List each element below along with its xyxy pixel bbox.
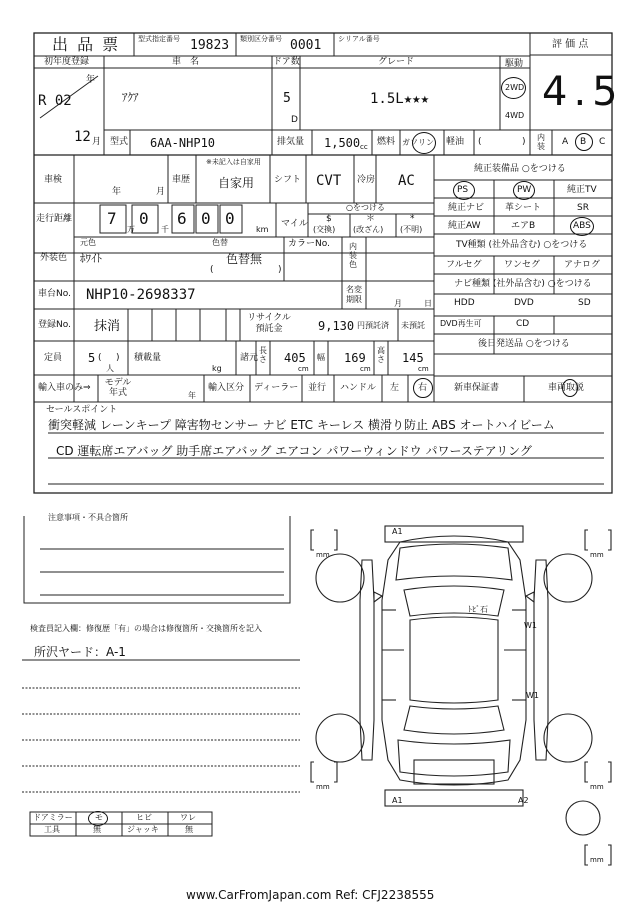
mileage-digit-3: 6 — [177, 209, 187, 228]
title-period-label: 名変期限 — [346, 285, 362, 304]
mileage-digit-5: 0 — [225, 209, 235, 228]
doors-type: D — [291, 115, 298, 125]
interior-b: B — [580, 137, 587, 147]
length-value: 405 — [284, 351, 306, 365]
fuel-label: 燃料 — [377, 137, 396, 147]
mark-hood: ﾄﾋﾞ石 — [468, 605, 488, 614]
shift-value: CVT — [316, 173, 342, 189]
mark-a1-top: A1 — [392, 527, 403, 536]
mile-label: マイル — [281, 219, 308, 229]
displacement-label: 排気量 — [277, 137, 305, 147]
mm-rear-left: mm — [316, 783, 330, 791]
mark-a2: A2 — [518, 796, 529, 805]
mark-a1-bottom: A1 — [392, 796, 403, 805]
opt-sr: SR — [577, 203, 589, 213]
capacity-paren: ( — [98, 353, 102, 363]
width-value: 169 — [344, 351, 366, 365]
recycle-value: 9,130 — [318, 319, 355, 333]
title-day-unit: 日 — [424, 299, 432, 308]
opt-pw: PW — [517, 185, 532, 195]
mm-rear-right: mm — [590, 783, 604, 791]
light-oil-paren-open: ( — [478, 137, 482, 147]
drive-2wd: 2WD — [505, 83, 525, 92]
navi-title: ナビ種類 (社外品含む) ○をつける — [454, 279, 592, 289]
history-value: 自家用 — [218, 176, 255, 190]
capacity-unit: 人 — [106, 364, 114, 373]
table-mirror-value: モ — [95, 813, 103, 822]
tv-title: TV種類 (社外品含む) ○をつける — [456, 240, 588, 250]
inspection-month-unit: 月 — [156, 187, 166, 197]
inspection-year-unit: 年 — [112, 187, 122, 197]
chassis-label: 車台No. — [38, 289, 71, 299]
unknown-mark: * — [410, 214, 415, 224]
first-reg-month: 12 — [74, 129, 91, 145]
footer-reference: www.CarFromJapan.com Ref: CFJ2238555 — [186, 888, 435, 902]
opt-ps-circle — [453, 181, 475, 200]
opt-abs-circle — [570, 217, 594, 236]
std-equip-title: 純正装備品 ○をつける — [474, 164, 566, 174]
history-label: 車歴 — [172, 175, 191, 185]
model-value: 6AA-NHP10 — [150, 136, 216, 150]
doors-label: ドア数 — [273, 57, 300, 67]
capacity-value: 5 — [88, 351, 96, 365]
table-break-label: ワレ — [180, 813, 196, 822]
fuel-circle — [412, 132, 436, 154]
capacity-paren-close: ) — [116, 353, 120, 363]
docs-manual-circle — [562, 379, 578, 397]
opt-leather: 革シート — [505, 203, 542, 213]
dollar-mark: $ — [326, 214, 332, 224]
table-tools-label: 工具 — [44, 825, 60, 834]
dvd-label: DVD再生可 — [440, 319, 482, 328]
opt-ps: PS — [457, 185, 469, 195]
car-diagram — [311, 526, 611, 865]
length-cm: cm — [298, 365, 309, 373]
import-class-label: 輸入区分 — [208, 383, 245, 393]
mileage-digit-4: 0 — [201, 209, 211, 228]
grade-value: 1.5L★★★ — [370, 91, 430, 107]
drive-label: 駆動 — [505, 59, 524, 69]
interior-label: 内装 — [537, 133, 545, 151]
height-label: 高さ — [377, 346, 385, 364]
month-unit: 月 — [92, 137, 102, 147]
length-label: 長さ — [259, 346, 267, 364]
doors-value: 5 — [283, 91, 291, 106]
orig-color-value: ﾎﾜｲﾄ — [80, 252, 102, 265]
opt-abs: ABS — [573, 221, 591, 231]
docs-warranty: 新車保証書 — [454, 383, 500, 393]
fuel-gasoline: ガソリン — [402, 138, 434, 147]
navi-sd: SD — [578, 298, 591, 308]
light-oil-label: 軽油 — [446, 137, 465, 147]
handle-left: 左 — [390, 383, 400, 393]
ac-label: 冷房 — [357, 175, 376, 185]
first-reg-label: 初年度登録 — [44, 57, 90, 67]
grade-label: グレード — [378, 57, 415, 67]
tv-analog: アナログ — [564, 260, 601, 270]
handle-label: ハンドル — [340, 383, 377, 393]
tv-oneseg: ワンセグ — [504, 260, 541, 270]
load-label: 積載量 — [134, 353, 162, 363]
orig-color-label: 元色 — [80, 238, 96, 247]
handle-right-circle — [413, 378, 433, 398]
width-cm: cm — [360, 365, 371, 373]
interior-color-label: 内装色 — [349, 242, 357, 269]
table-mirror-label: ドアミラー — [33, 813, 73, 822]
repaint-paren-open: ( — [210, 265, 214, 275]
load-unit: kg — [212, 364, 222, 373]
height-value: 145 — [402, 351, 424, 365]
model-year-label: モデル年式 — [104, 378, 132, 398]
unknown-sub: (不明) — [400, 225, 423, 234]
mark-w1-upper: W1 — [524, 621, 537, 630]
history-note: ※未記入は自家用 — [206, 158, 261, 166]
star-mark: ＊ — [366, 214, 376, 224]
mark-w1-lower: W1 — [526, 691, 539, 700]
interior-b-circle — [575, 133, 593, 151]
opt-navi: 純正ナビ — [448, 203, 485, 213]
score-value: 4.5 — [542, 69, 624, 115]
navi-dvd: DVD — [514, 298, 534, 308]
color-label: 外装色 — [40, 253, 68, 263]
mm-spare: mm — [590, 856, 604, 864]
ac-value: AC — [398, 173, 415, 189]
chassis-value: NHP10-2698337 — [86, 287, 196, 303]
notes-label: 注意事項・不具合箇所 — [48, 513, 128, 522]
title-month-unit: 月 — [394, 299, 402, 308]
drive-2wd-circle — [501, 77, 526, 99]
color-no-label: カラーNo. — [288, 239, 330, 249]
year-unit: 年 — [86, 75, 96, 85]
serial-label: シリアル番号 — [338, 35, 380, 43]
table-jack-value: 無 — [185, 825, 193, 834]
navi-hdd: HDD — [454, 298, 475, 308]
docs-manual: 車両取説 — [548, 383, 585, 393]
table-crack-label: ヒビ — [136, 813, 152, 822]
model-label: 型式 — [110, 137, 129, 147]
man-unit: 万 — [127, 225, 135, 234]
form-title: 出 品 票 — [52, 35, 121, 54]
inspector-label: 検査員記入欄：修復歴「有」の場合は修復箇所・交換箇所を記入 — [30, 624, 262, 633]
light-oil-paren-close: ) — [522, 137, 526, 147]
opt-tv: 純正TV — [567, 185, 597, 195]
drive-4wd: 4WD — [505, 111, 525, 120]
opt-pw-circle — [513, 181, 535, 200]
sen-unit: 千 — [161, 225, 169, 234]
dvd-cd: CD — [516, 319, 530, 329]
recycle-label: リサイクル預託金 — [247, 313, 291, 334]
inspection-label: 車検 — [44, 175, 63, 185]
handle-right: 右 — [418, 383, 428, 393]
table-tools-value: 無 — [93, 825, 101, 834]
docs-title: 後日発送品 ○をつける — [478, 339, 570, 349]
parallel-option: 並行 — [308, 383, 327, 393]
height-cm: cm — [418, 365, 429, 373]
reg-value: 抹消 — [94, 319, 121, 334]
recycle-status: 円預託済 — [357, 321, 389, 330]
import-label: 輸入車のみ⇒ — [38, 383, 91, 393]
mileage-digit-1: 7 — [107, 209, 117, 228]
sales-point-line-1: 衝突軽減 レーンキープ 障害物センサー ナビ ETC キーレス 横滑り防止 ABS オートハイビーム — [48, 418, 555, 432]
tv-fullseg: フルセグ — [446, 260, 482, 270]
first-reg-era: R 02 — [38, 93, 72, 109]
mileage-digit-2: 0 — [139, 209, 149, 228]
model-year-unit: 年 — [188, 391, 196, 400]
km-unit: km — [256, 225, 269, 234]
mm-front-left: mm — [316, 551, 330, 559]
mileage-label: 走行距離 — [36, 214, 73, 224]
repaint-value: 色替無 — [226, 252, 263, 266]
sales-point-line-2: CD 運転席エアバッグ 助手席エアバッグ エアコン パワーウィンドウ パワーステアリング — [56, 444, 532, 458]
star-sub: (改ざん) — [353, 225, 384, 234]
interior-a: A — [562, 137, 569, 147]
category-number: 0001 — [290, 38, 322, 53]
table-mirror-circle — [88, 811, 108, 826]
repaint-label: 色替 — [212, 238, 228, 247]
model-designation: 19823 — [190, 38, 230, 53]
car-name-label: 車 名 — [172, 57, 200, 67]
opt-aw: 純正AW — [448, 221, 481, 231]
capacity-label: 定員 — [44, 353, 63, 363]
displacement-unit: cc — [360, 143, 368, 151]
model-designation-label: 型式指定番号 — [138, 35, 180, 43]
dollar-sub: (交換) — [313, 225, 336, 234]
repaint-paren-close: ) — [278, 265, 282, 275]
grade-title: 評 価 点 — [552, 39, 589, 50]
car-name: ｱｸｱ — [122, 91, 139, 104]
opt-airbag: エアB — [511, 221, 536, 231]
yard-value: 所沢ヤード：A-1 — [34, 645, 126, 659]
sales-point-label: セールスポイント — [46, 405, 118, 415]
mark-label: ○をつける — [346, 203, 385, 212]
spec-label: 諸元 — [240, 353, 259, 363]
reg-label: 登録No. — [38, 320, 71, 330]
recycle-unpaid: 未預託 — [401, 321, 425, 330]
shift-label: シフト — [274, 175, 302, 185]
dealer-option: ディーラー — [254, 383, 299, 393]
mm-front-right: mm — [590, 551, 604, 559]
table-jack-label: ジャッキ — [127, 825, 159, 834]
interior-c: C — [599, 137, 606, 147]
displacement-value: 1,500 — [324, 136, 361, 150]
width-label: 幅 — [317, 353, 325, 362]
category-label: 類別区分番号 — [240, 35, 282, 43]
